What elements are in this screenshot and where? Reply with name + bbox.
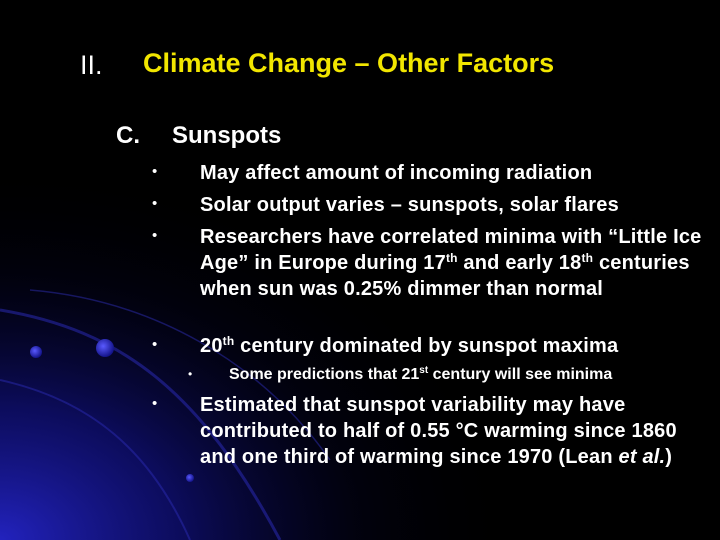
bullet-icon: •: [152, 195, 158, 212]
decorative-dot: [96, 339, 114, 357]
bullet-item-5: [200, 392, 705, 470]
bullet-text: century dominated by sunspot maxima: [234, 335, 619, 357]
bullet-icon: •: [152, 227, 158, 244]
superscript: st: [419, 365, 429, 376]
italic-text: et al.: [618, 446, 666, 468]
bullet-text: May affect amount of incoming radiation: [200, 162, 593, 184]
slide-title: Climate Change – Other Factors: [143, 48, 555, 78]
bullet-text: Solar output varies – sunspots, solar flares: [200, 194, 619, 216]
bullet-icon: •: [152, 395, 158, 412]
sub-bullet-text: century will see minima: [428, 366, 613, 383]
bullet-item-1: [200, 160, 705, 186]
section-letter: C.: [116, 122, 140, 149]
bullet-item-4: [200, 333, 705, 359]
decorative-dot: [186, 474, 194, 482]
bullet-icon: •: [152, 163, 158, 180]
sub-bullet-text: Some predictions that 21: [229, 366, 420, 383]
bullet-icon: •: [152, 336, 158, 353]
sub-bullet-item: [229, 366, 612, 384]
slide-title-number: II.: [80, 50, 103, 80]
bullet-text: centuries when sun was 0.25% dimmer than normal: [200, 252, 690, 300]
bullet-text: and early 18: [457, 252, 582, 274]
sub-bullet-icon: •: [188, 367, 193, 381]
bullet-text: ): [665, 446, 673, 468]
bullet-text: Estimated that sunspot variability may have contributed to half of 0.55 °C warming since 1860 and one third of warming since 1970 (Lean: [200, 394, 677, 468]
bullet-item-3: [200, 224, 705, 302]
superscript: th: [581, 251, 594, 265]
superscript: th: [445, 251, 458, 265]
superscript: th: [222, 334, 235, 348]
bullet-item-2: [200, 192, 705, 218]
bullet-text: Researchers have correlated minima with “Little Ice Age” in Europe during 17: [200, 226, 702, 274]
section-title: Sunspots: [172, 122, 282, 149]
bullet-text: 20: [200, 335, 223, 357]
decorative-dot: [30, 346, 42, 358]
